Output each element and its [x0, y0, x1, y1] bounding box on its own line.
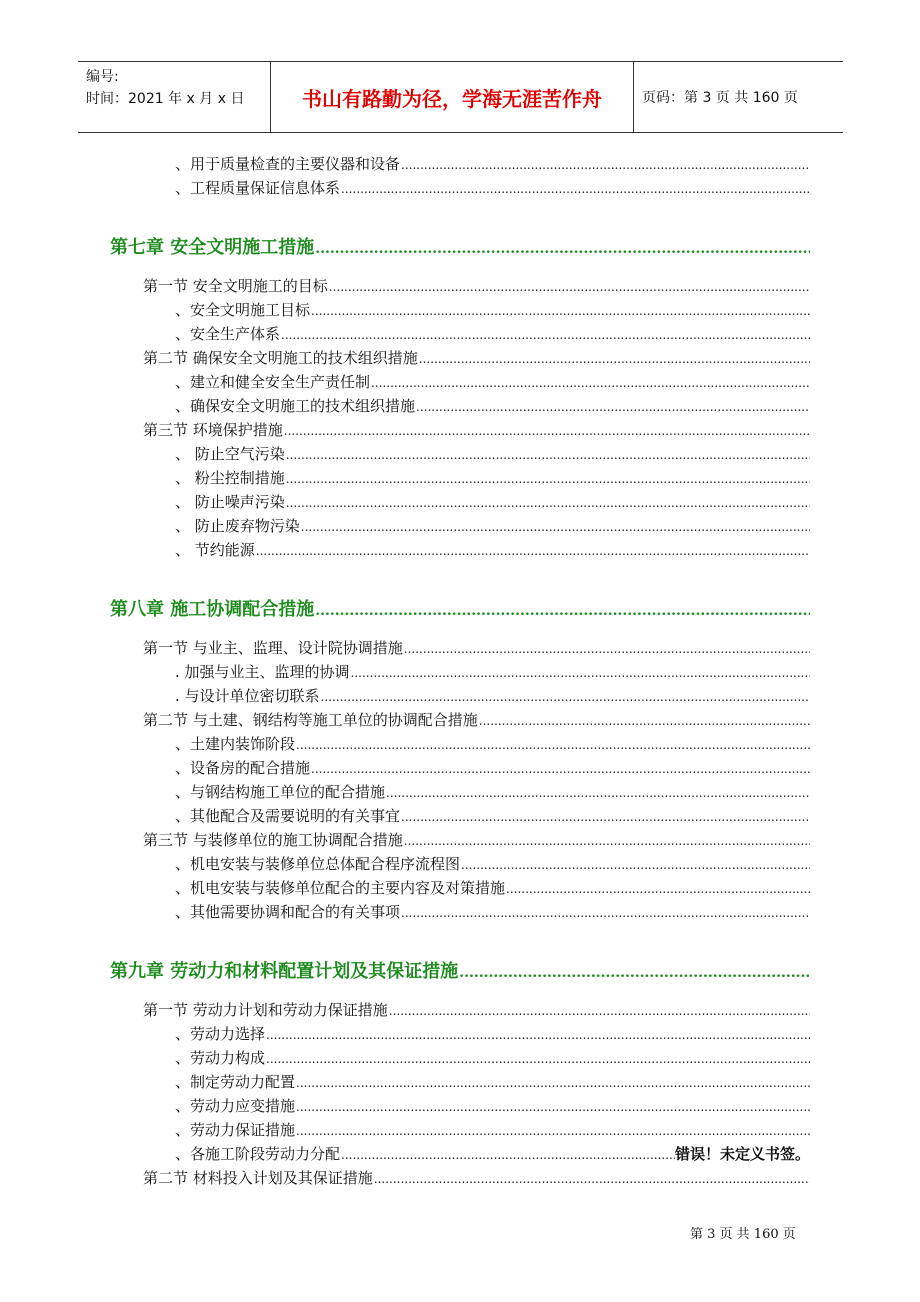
toc-section[interactable]	[143, 420, 810, 441]
toc-section[interactable]	[143, 276, 810, 297]
toc-chapter[interactable]	[110, 598, 810, 623]
dot-leader	[296, 1121, 810, 1141]
toc-chapter[interactable]	[110, 960, 810, 985]
toc-section[interactable]	[143, 348, 810, 369]
toc-item[interactable]	[175, 396, 810, 417]
dot-leader	[341, 179, 810, 199]
dot-leader	[404, 639, 810, 659]
dot-leader	[286, 445, 810, 465]
toc-item[interactable]	[175, 1096, 810, 1117]
dot-leader	[311, 759, 810, 779]
toc-item[interactable]	[175, 782, 810, 803]
bookmark-error-text: 错误！未定义书签。	[674, 1145, 810, 1163]
dot-leader	[321, 687, 810, 707]
dot-leader	[461, 855, 810, 875]
toc-entry-label: 、劳动力构成	[175, 1049, 266, 1067]
toc-item[interactable]	[175, 492, 810, 513]
toc-item[interactable]	[175, 806, 810, 827]
toc-entry-label: 第二节 材料投入计划及其保证措施	[143, 1169, 373, 1187]
toc-item[interactable]	[175, 1144, 810, 1165]
toc-entry-label: 、建立和健全安全生产责任制	[175, 373, 371, 391]
toc-item[interactable]	[175, 300, 810, 321]
dot-leader	[296, 1073, 810, 1093]
toc-entry-label: 、劳动力选择	[175, 1025, 266, 1043]
toc-entry-label: 、制定劳动力配置	[175, 1073, 296, 1091]
toc-entry-label: . 加强与业主、监理的协调	[175, 663, 350, 681]
dot-leader	[311, 301, 810, 321]
toc-entry-label: 第三节 环境保护措施	[143, 421, 283, 439]
toc-entry-label: 、 防止废弃物污染	[175, 517, 300, 535]
toc-entry-label: 第九章 劳动力和材料配置计划及其保证措施	[110, 961, 459, 982]
toc-item[interactable]	[175, 1048, 810, 1069]
dot-leader	[329, 277, 810, 297]
toc-item[interactable]	[175, 758, 810, 779]
toc-entry-label: 第一节 与业主、监理、设计院协调措施	[143, 639, 403, 657]
toc-entry-label: 、与钢结构施工单位的配合措施	[175, 783, 386, 801]
dot-leader	[296, 735, 810, 755]
toc-entry-label: 第二节 确保安全文明施工的技术组织措施	[143, 349, 418, 367]
toc-item[interactable]	[175, 178, 810, 199]
toc-item[interactable]	[175, 878, 810, 899]
toc-entry-label: 、用于质量检查的主要仪器和设备	[175, 155, 401, 173]
dot-leader	[506, 879, 810, 899]
toc-entry-label: 、机电安装与装修单位配合的主要内容及对策措施	[175, 879, 506, 897]
toc-section[interactable]	[143, 1000, 810, 1021]
toc-item[interactable]	[175, 902, 810, 923]
toc-entry-label: 第七章 安全文明施工措施	[110, 237, 315, 258]
toc-entry-label: 第一节 安全文明施工的目标	[143, 277, 328, 295]
toc-item[interactable]	[175, 854, 810, 875]
dot-leader	[374, 1169, 810, 1189]
toc-item[interactable]	[175, 1120, 810, 1141]
dot-leader	[266, 1049, 810, 1069]
dot-leader	[296, 1097, 810, 1117]
header-motto: 书山有路勤为径，学海无涯苦作舟	[271, 62, 634, 132]
dot-leader	[371, 373, 810, 393]
dot-leader	[341, 1145, 675, 1165]
dot-leader	[286, 493, 810, 513]
toc-entry-label: 、机电安装与装修单位总体配合程序流程图	[175, 855, 461, 873]
toc-entry-label: 、其他配合及需要说明的有关事宜	[175, 807, 401, 825]
doc-number-label: 编号:	[86, 69, 119, 85]
toc-item[interactable]	[175, 1072, 810, 1093]
dot-leader	[281, 325, 810, 345]
dot-leader	[351, 663, 810, 683]
toc-item[interactable]	[175, 686, 810, 707]
toc-section[interactable]	[143, 638, 810, 659]
toc-entry-label: 第三节 与装修单位的施工协调配合措施	[143, 831, 403, 849]
dot-leader	[479, 711, 810, 731]
toc-item[interactable]	[175, 324, 810, 345]
toc-entry-label: 、 防止噪声污染	[175, 493, 285, 511]
dot-leader	[315, 237, 810, 261]
dot-leader	[284, 421, 810, 441]
toc-entry-label: 、土建内装饰阶段	[175, 735, 296, 753]
toc-entry-label: 、设备房的配合措施	[175, 759, 311, 777]
dot-leader	[266, 1025, 810, 1045]
toc-entry-label: 、其他需要协调和配合的有关事项	[175, 903, 401, 921]
toc-item[interactable]	[175, 1024, 810, 1045]
toc-item[interactable]	[175, 444, 810, 465]
toc-item[interactable]	[175, 516, 810, 537]
dot-leader	[401, 807, 810, 827]
dot-leader	[301, 517, 810, 537]
header-meta	[78, 62, 271, 132]
toc-entry-label: 第八章 施工协调配合措施	[110, 599, 315, 620]
toc-entry-label: 、劳动力保证措施	[175, 1121, 296, 1139]
dot-leader	[386, 783, 810, 803]
toc-entry-label: 、劳动力应变措施	[175, 1097, 296, 1115]
toc-item[interactable]	[175, 734, 810, 755]
toc-entry-label: 、 节约能源	[175, 541, 255, 559]
dot-leader	[459, 961, 810, 985]
dot-leader	[286, 469, 810, 489]
toc-entry-label: 、确保安全文明施工的技术组织措施	[175, 397, 416, 415]
dot-leader	[401, 903, 810, 923]
toc-entry-label: 、各施工阶段劳动力分配	[175, 1145, 341, 1163]
doc-date: 时间：2021 年 x 月 x 日	[86, 91, 245, 107]
toc-item[interactable]	[175, 468, 810, 489]
dot-leader	[404, 831, 810, 851]
toc-item[interactable]	[175, 540, 810, 561]
toc-chapter[interactable]	[110, 236, 810, 261]
page-header	[78, 61, 843, 133]
toc-entry-label: 、安全文明施工目标	[175, 301, 311, 319]
dot-leader	[416, 397, 810, 417]
toc-item[interactable]	[175, 154, 810, 175]
toc-entry-label: 、 防止空气污染	[175, 445, 285, 463]
toc-section[interactable]	[143, 830, 810, 851]
dot-leader	[389, 1001, 810, 1021]
toc-entry-label: 、工程质量保证信息体系	[175, 179, 341, 197]
toc-entry-label: . 与设计单位密切联系	[175, 687, 320, 705]
toc-entry-label: 、 粉尘控制措施	[175, 469, 285, 487]
toc-item[interactable]	[175, 372, 810, 393]
toc-item[interactable]	[175, 662, 810, 683]
dot-leader	[315, 599, 810, 623]
dot-leader	[419, 349, 810, 369]
dot-leader	[401, 155, 810, 175]
toc-entry-label: 第一节 劳动力计划和劳动力保证措施	[143, 1001, 388, 1019]
toc-entry-label: 、安全生产体系	[175, 325, 281, 343]
page-footer: 第 3 页 共 160 页	[690, 1227, 796, 1242]
toc-section[interactable]	[143, 1168, 810, 1189]
dot-leader	[256, 541, 810, 561]
header-page-number: 页码：第 3 页 共 160 页	[642, 90, 798, 106]
toc-section[interactable]	[143, 710, 810, 731]
toc-entry-label: 第二节 与土建、钢结构等施工单位的协调配合措施	[143, 711, 478, 729]
